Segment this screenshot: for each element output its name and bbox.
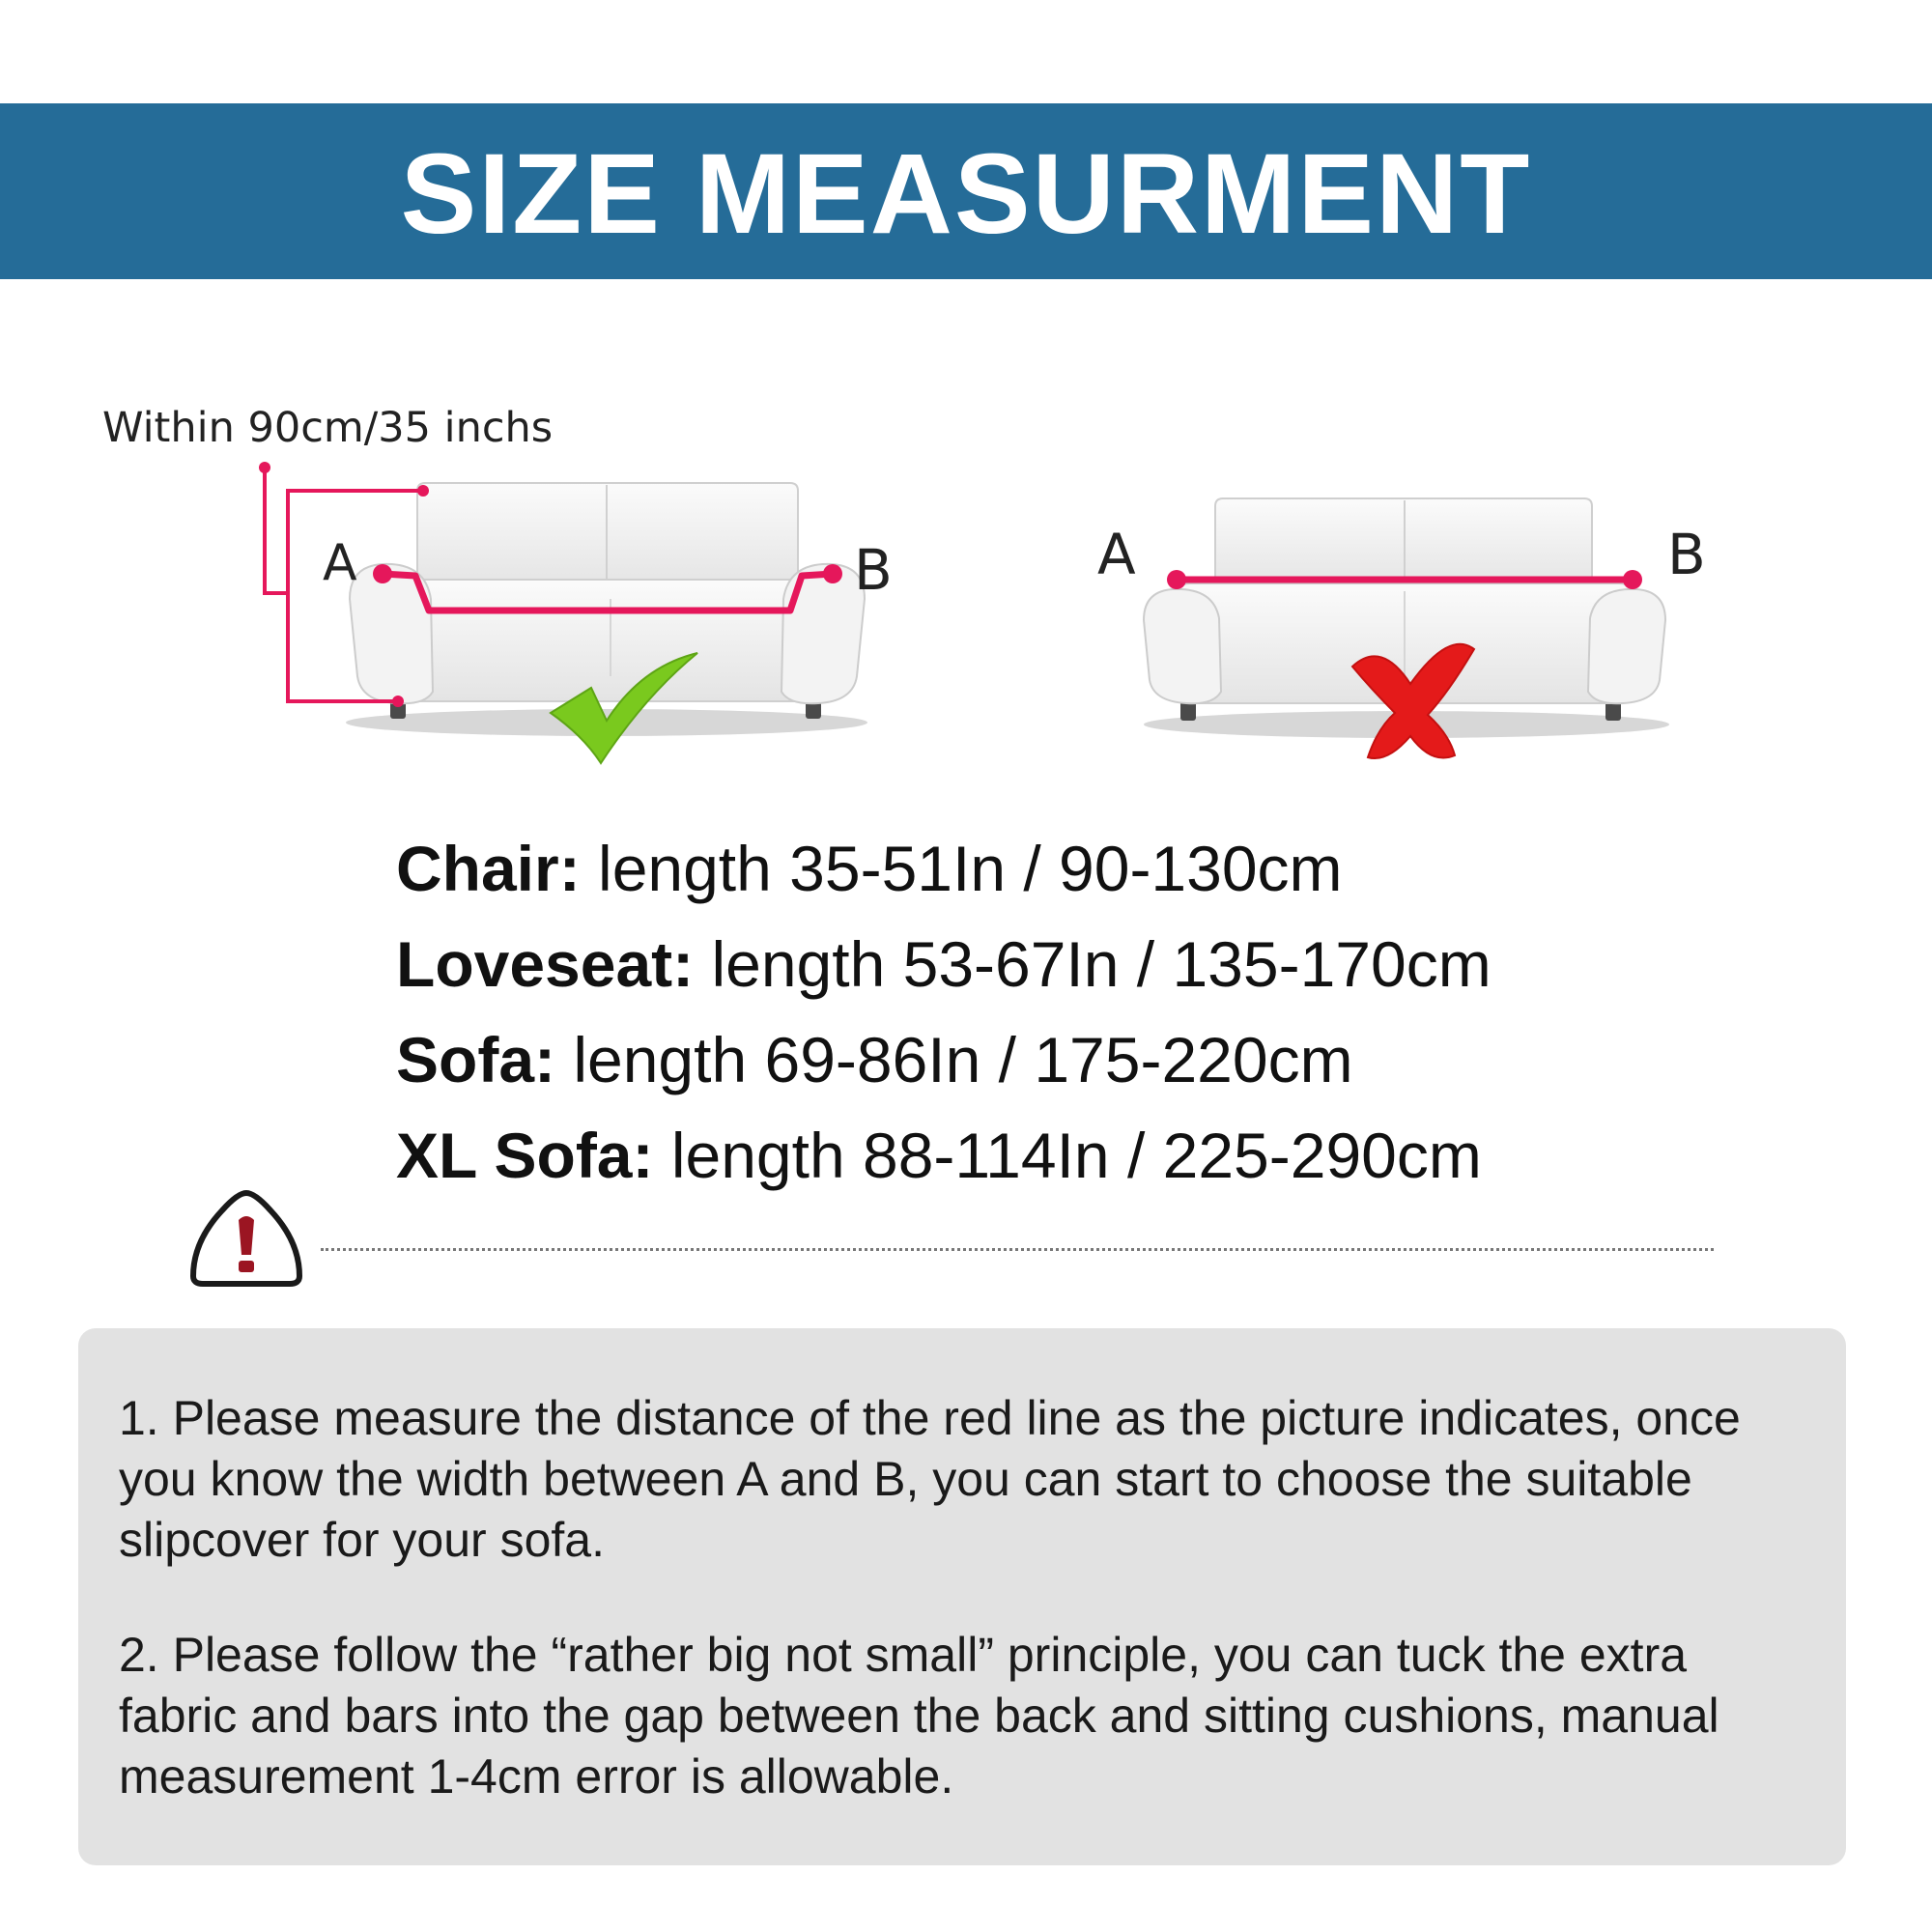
size-row-chair	[396, 821, 1492, 917]
measurement-diagram	[0, 0, 1932, 792]
size-value: length 88-114In / 225-290cm	[653, 1120, 1482, 1191]
size-list	[396, 821, 1492, 1204]
page-title: SIZE MEASURMENT	[400, 130, 1532, 258]
size-name: Sofa:	[396, 1024, 555, 1095]
size-row-xl-sofa	[396, 1108, 1492, 1204]
wrong-sofa	[1144, 498, 1669, 758]
note-1: 1. Please measure the distance of the red line as the picture indicates, once you know the width between A and B, you can start to choose the suitable slipcover for your sofa.	[119, 1391, 1741, 1567]
size-value: length 69-86In / 175-220cm	[555, 1024, 1353, 1095]
size-row-loveseat	[396, 917, 1492, 1012]
depth-note: Within 90cm/35 inchs	[102, 404, 554, 452]
size-name: Loveseat:	[396, 928, 695, 1000]
size-value: length 35-51In / 90-130cm	[580, 833, 1343, 904]
wrong-label-b: B	[1667, 522, 1706, 587]
correct-label-a: A	[323, 534, 357, 592]
correct-sofa	[259, 462, 867, 763]
notes-box	[78, 1328, 1846, 1865]
size-name: XL Sofa:	[396, 1120, 654, 1191]
size-row-sofa	[396, 1012, 1492, 1108]
warning-icon	[184, 1183, 309, 1290]
dotted-divider	[321, 1248, 1714, 1251]
correct-label-b: B	[854, 537, 893, 603]
wrong-label-a: A	[1097, 522, 1136, 587]
size-name: Chair:	[396, 833, 581, 904]
size-value: length 53-67In / 135-170cm	[694, 928, 1492, 1000]
note-2: 2. Please follow the “rather big not small” principle, you can tuck the extra fabric and bars into the gap between the back and sitting cushions, manual measurement 1-4cm error is allowable.	[119, 1628, 1719, 1804]
